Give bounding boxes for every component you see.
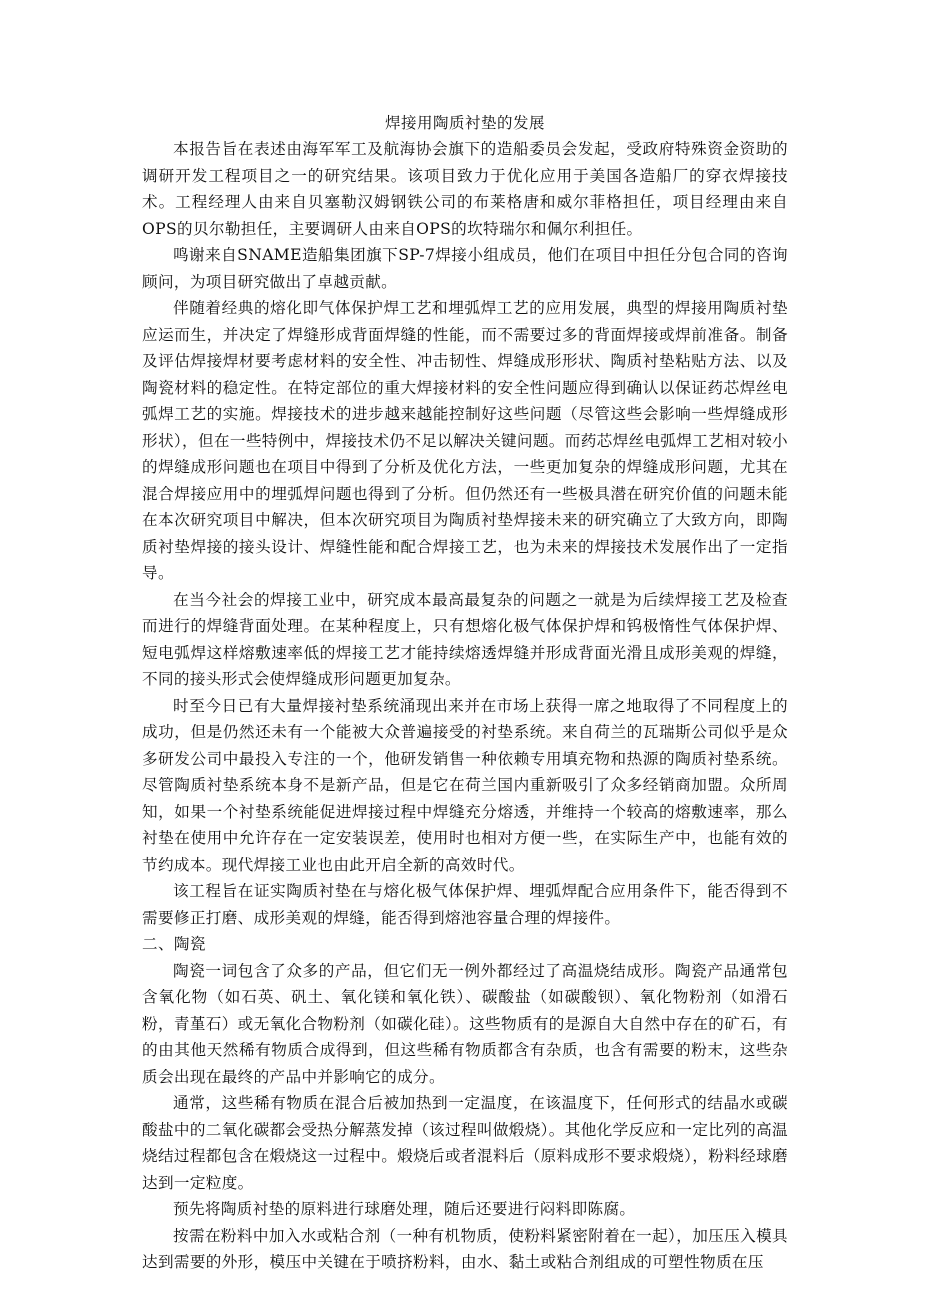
paragraph-ball-milling: 预先将陶质衬垫的原料进行球磨处理，随后还要进行闷料即陈腐。: [173, 1200, 636, 1218]
paragraph-intro: 本报告旨在表述由海军军工及航海协会旗下的造船委员会发起，受政府特殊资金资助的调研开发工程项目之一的研究结果。该项目致力于优化应用于美国各造船厂的穿衣焊接技术。工程经理人由来自贝塞勒汉姆钢铁公司的布莱格唐和威尔菲格担任，项目经理由来自OPS的贝尔勒担任，主要调研人由来自OPS的坎特瑞尔和佩尔利担任。: [142, 140, 788, 238]
paragraph-backside-treatment: 在当今社会的焊接工业中，研究成本最高最复杂的问题之一就是为后续焊接工艺及检查而进行的焊缝背面处理。在某种程度上，只有想熔化极气体保护焊和钨极惰性气体保护焊、短电弧焊这样熔敷速率低的焊接工艺才能持续熔透焊缝并形成背面光滑且成形美观的焊缝，不同的接头形式会使焊缝成形问题更加复杂。: [142, 590, 788, 688]
document-page: [142, 110, 788, 1276]
document-title: 焊接用陶质衬垫的发展: [384, 114, 545, 132]
paragraph-project-goal: 该工程旨在证实陶质衬垫在与熔化极气体保护焊、埋弧焊配合应用条件下，能否得到不需要修正打磨、成形美观的焊缝，能否得到熔池容量合理的焊接件。: [142, 882, 788, 927]
paragraph-acknowledgement: 鸣谢来自SNAME造船集团旗下SP-7焊接小组成员，他们在项目中担任分包合同的咨询顾问，为项目研究做出了卓越贡献。: [142, 246, 788, 291]
paragraph-background: 伴随着经典的熔化即气体保护焊工艺和埋弧焊工艺的应用发展，典型的焊接用陶质衬垫应运而生，并决定了焊缝形成背面焊缝的性能，而不需要过多的背面焊接或焊前准备。制备及评估焊接焊材要考虑材料的安全性、冲击韧性、焊缝成形形状、陶质衬垫粘贴方法、以及陶瓷材料的稳定性。在特定部位的重大焊接材料的安全性问题应得到确认以保证药芯焊丝电弧焊工艺的实施。焊接技术的进步越来越能控制好这些问题（尽管这些会影响一些焊缝成形形状），但在一些特例中，焊接技术仍不足以解决关键问题。而药芯焊丝电弧焊工艺相对较小的焊缝成形问题也在项目中得到了分析及优化方法，一些更加复杂的焊缝成形问题，尤其在混合焊接应用中的埋弧焊问题也得到了分析。但仍然还有一些极具潜在研究价值的问题未能在本次研究项目中解决，但本次研究项目为陶质衬垫焊接未来的研究确立了大致方向，即陶质衬垫焊接的接头设计、焊缝性能和配合焊接工艺，也为未来的焊接技术发展作出了一定指导。: [142, 299, 788, 582]
paragraph-calcination: 通常，这些稀有物质在混合后被加热到一定温度，在该温度下，任何形式的结晶水或碳酸盐中的二氧化碳都会受热分解蒸发掉（该过程叫做煅烧）。其他化学反应和一定比列的高温烧结过程都包含在煅烧这一过程中。煅烧后或者混料后（原料成形不要求煅烧），粉料经球磨达到一定粒度。: [142, 1094, 788, 1192]
section-heading-ceramics: 二、陶瓷: [142, 935, 206, 953]
paragraph-molding: 按需在粉料中加入水或粘合剂（一种有机物质，使粉料紧密附着在一起），加压压入模具达到需要的外形，模压中关键在于喷挤粉料，由水、黏土或粘合剂组成的可塑性物质在压: [142, 1226, 788, 1271]
paragraph-ceramics-definition: 陶瓷一词包含了众多的产品，但它们无一例外都经过了高温烧结成形。陶瓷产品通常包含氧化物（如石英、矾土、氧化镁和氧化铁）、碳酸盐（如碳酸钡）、氧化物粉剂（如滑石粉，青堇石）或无氧化合物粉剂（如碳化硅）。这些物质有的是源自大自然中存在的矿石，有的由其他天然稀有物质合成得到，但这些稀有物质都含有杂质，也含有需要的粉末，这些杂质会出现在最终的产品中并影响它的成分。: [142, 961, 788, 1086]
paragraph-backing-systems: 时至今日已有大量焊接衬垫系统涌现出来并在市场上获得一席之地取得了不同程度上的成功，但是仍然还未有一个能被大众普遍接受的衬垫系统。来自荷兰的瓦瑞斯公司似乎是众多研发公司中最投入专注的一个，他研发销售一种依赖专用填充物和热源的陶质衬垫系统。尽管陶质衬垫系统本身不是新产品，但是它在荷兰国内重新吸引了众多经销商加盟。众所周知，如果一个衬垫系统能促进焊接过程中焊缝充分熔透，并维持一个较高的熔敷速率，那么衬垫在使用中允许存在一定安装误差，使用时也相对方便一些，在实际生产中，也能有效的节约成本。现代焊接工业也由此开启全新的高效时代。: [142, 696, 788, 874]
